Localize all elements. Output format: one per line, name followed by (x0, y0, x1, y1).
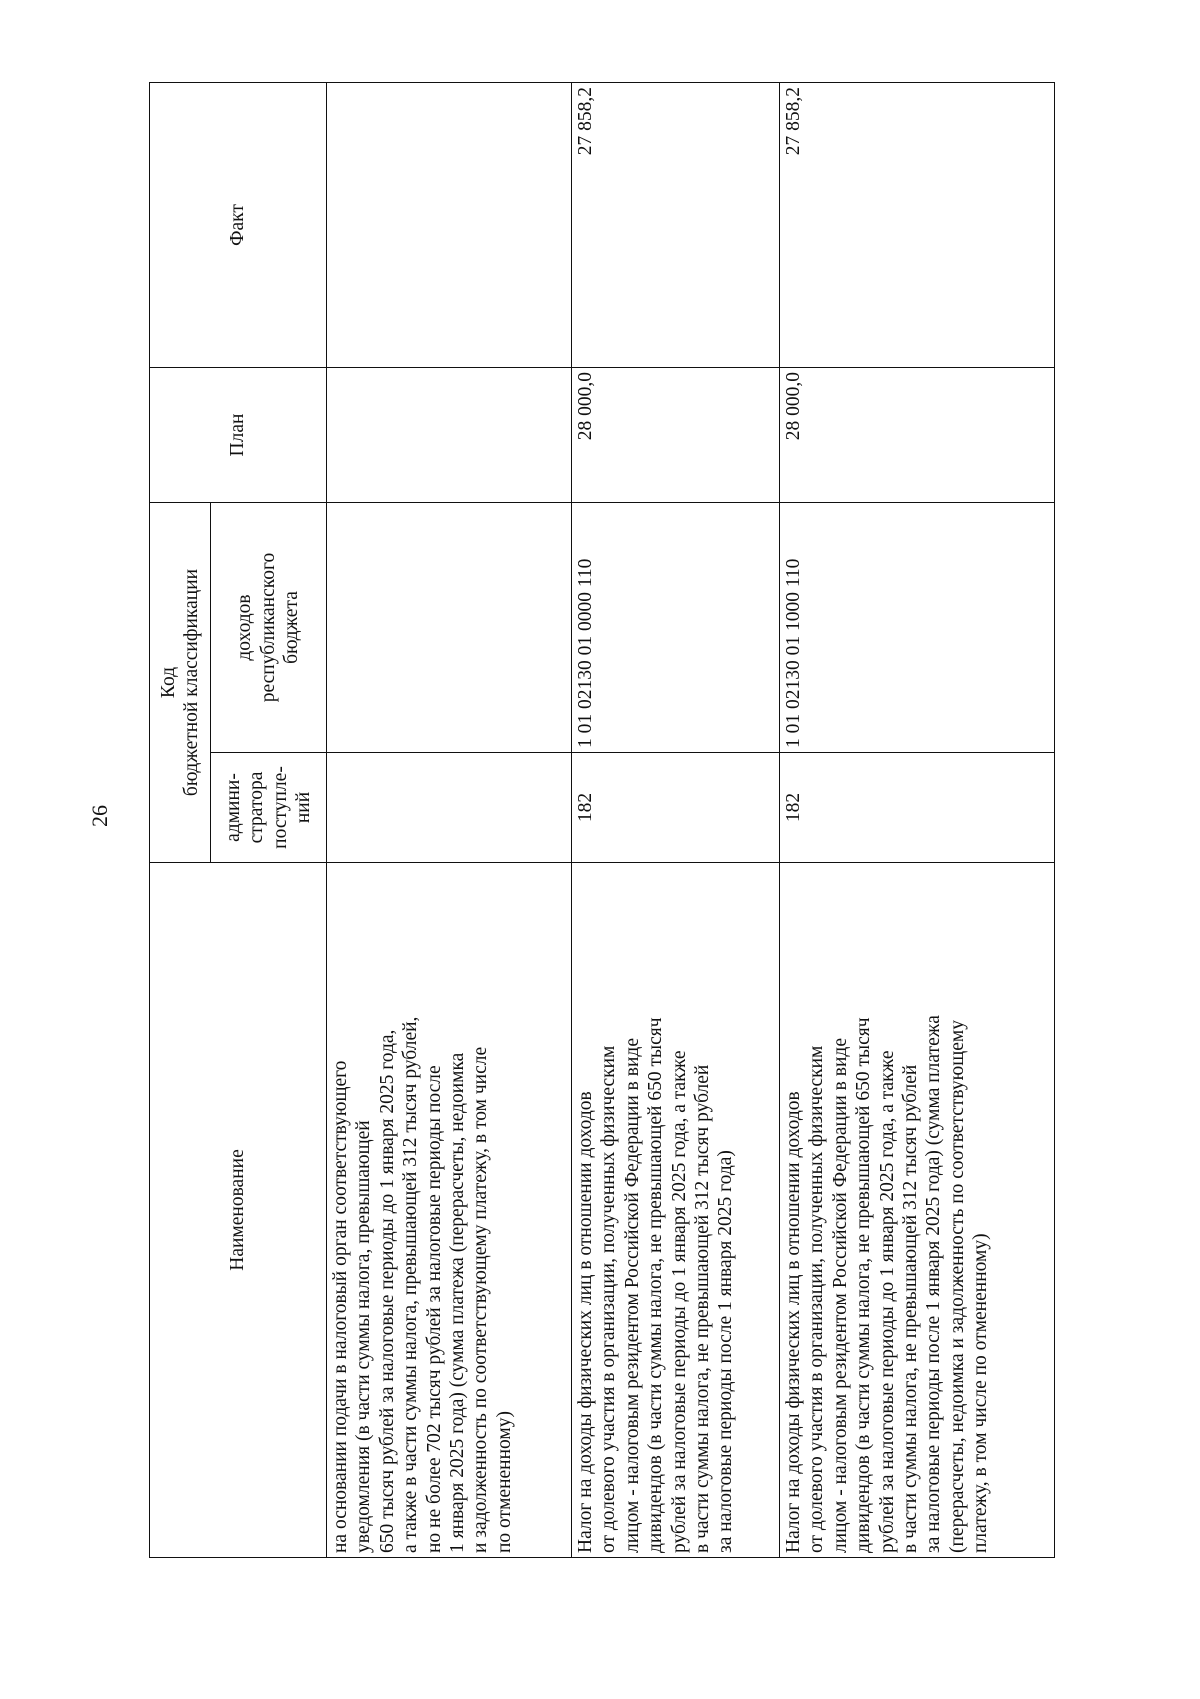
row-code: 1 01 02130 01 1000 110 (780, 502, 1055, 752)
budget-income-table (149, 82, 1055, 1558)
header-income: доходов республиканского бюджета (211, 502, 327, 752)
page-number: 26 (87, 805, 112, 827)
row-code: 1 01 02130 01 0000 110 (572, 502, 780, 752)
row-name: Налог на доходы физических лиц в отношении доходов от долевого участия в организации, полученных физическим лицом - налоговым резидентом Российской Федерации в виде дивидендов (в части суммы налога, не превышающей 650 тысяч рублей за налоговые периоды до 1 января 2025 года, а также в части суммы налога, не превышающей 312 тысяч рублей за налоговые периоды после 1 января 2025 года) (572, 863, 780, 1558)
row-name: Налог на доходы физических лиц в отношении доходов от долевого участия в организации, полученных физическим лицом - налоговым резидентом Российской Федерации в виде дивидендов (в части суммы налога, не превышающей 650 тысяч рублей за налоговые периоды до 1 января 2025 года, а также в части суммы налога, не превышающей 312 тысяч рублей за налоговые периоды после 1 января 2025 года) (сумма платежа (перерасчеты, недоимка и задолженность по соответствующему платежу, в том числе по отмененному) (780, 863, 1055, 1558)
rotated-page-content (149, 83, 1054, 1558)
row-admin: 182 (780, 753, 1055, 863)
row-admin (327, 753, 572, 863)
header-plan: План (150, 367, 327, 502)
header-admin: админи- стратора поступле- ний (211, 753, 327, 863)
row-fact: 27 858,2 (572, 82, 780, 367)
row-admin: 182 (572, 753, 780, 863)
row-plan: 28 000,0 (780, 367, 1055, 502)
row-name: на основании подачи в налоговый орган соответствующего уведомления (в части суммы налога, превышающей 650 тысяч рублей за налоговые периоды до 1 января 2025 года, а также в части суммы налога, превышающей 312 тысяч рублей, но не более 702 тысяч рублей за налоговые периоды после 1 января 2025 года) (сумма платежа (перерасчеты, недоимка и задолженность по соответствующему платежу, в том числе по отмененному) (327, 863, 572, 1558)
table-row (327, 82, 572, 1557)
row-plan: 28 000,0 (572, 367, 780, 502)
header-code-group: Код бюджетной классификации (150, 502, 211, 862)
table-row (780, 82, 1055, 1557)
header-row (150, 82, 211, 1557)
row-fact: 27 858,2 (780, 82, 1055, 367)
row-code (327, 502, 572, 752)
header-fact: Факт (150, 82, 327, 367)
table-row (572, 82, 780, 1557)
row-plan (327, 367, 572, 502)
header-name: Наименование (150, 863, 327, 1558)
row-fact (327, 82, 572, 367)
